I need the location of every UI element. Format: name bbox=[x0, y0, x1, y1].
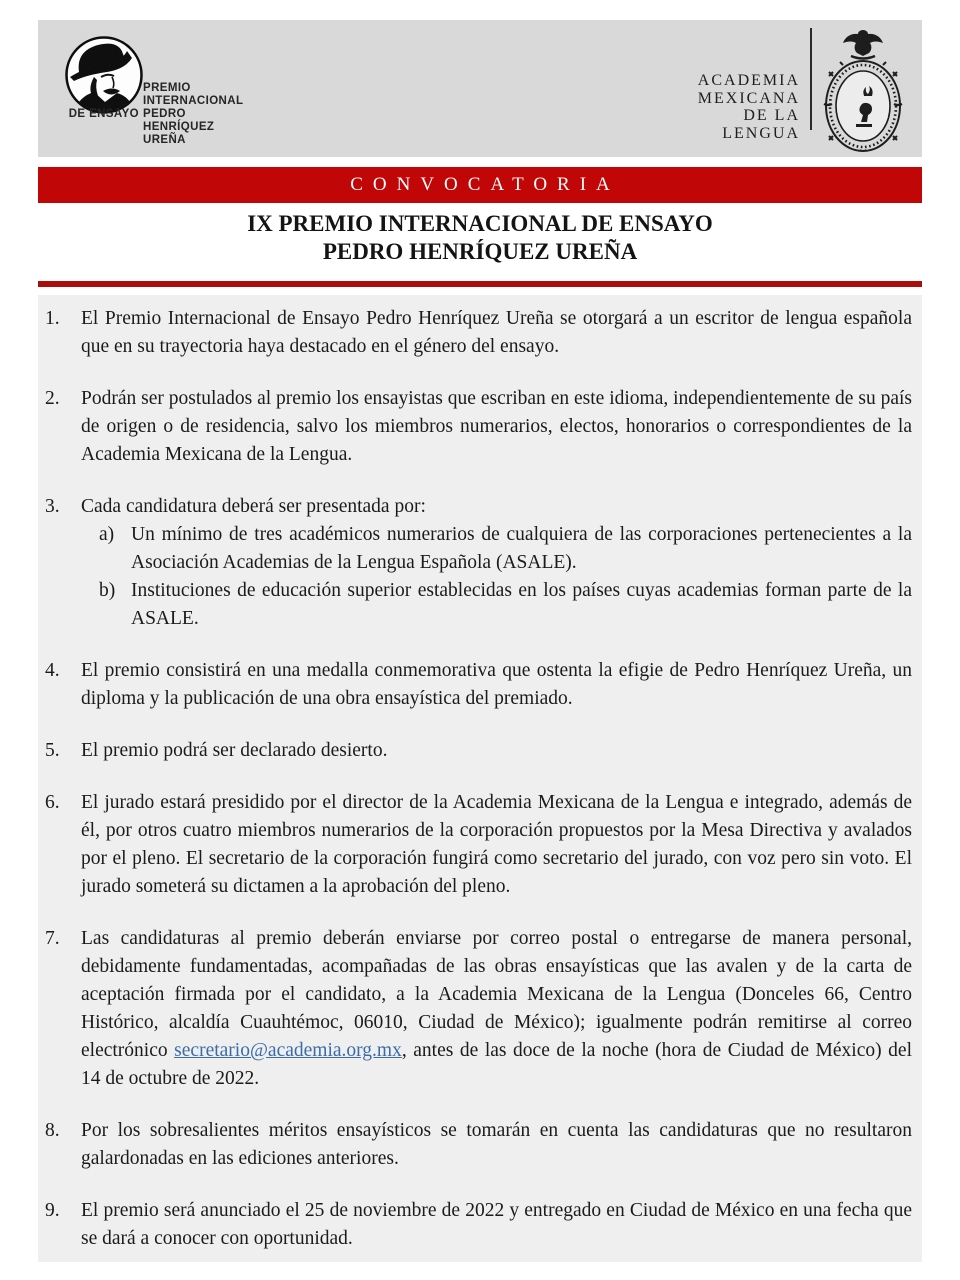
sub-item-label: a) bbox=[99, 524, 115, 545]
logo-line: DE ENSAYO PEDRO bbox=[68, 108, 186, 120]
item-number: 8. bbox=[45, 1120, 60, 1141]
document-header bbox=[38, 20, 922, 157]
item-number: 9. bbox=[45, 1200, 60, 1221]
rule-item-1 bbox=[45, 305, 912, 361]
item-number: 6. bbox=[45, 792, 60, 813]
item-number: 5. bbox=[45, 740, 60, 761]
item-text: El Premio Internacional de Ensayo Pedro Henríquez Ureña se otorgará a un escritor de lengua española que en su trayectoria haya destacado en el género del ensayo. bbox=[81, 308, 912, 357]
rule-item-3 bbox=[45, 493, 912, 633]
rules-list bbox=[38, 295, 922, 1262]
logo-line: PREMIO bbox=[143, 82, 191, 94]
rule-item-9 bbox=[45, 1197, 912, 1253]
page-title bbox=[38, 210, 922, 266]
item-text: Podrán ser postulados al premio los ensayistas que escriban en este idioma, independientemente de su país de origen o de residencia, salvo los miembros numerarios, electos, honorarios o correspondientes de la Academia Mexicana de la Lengua. bbox=[81, 388, 912, 465]
title-rule bbox=[38, 281, 922, 287]
rule-item-5 bbox=[45, 737, 912, 765]
item-text: El premio podrá ser declarado desierto. bbox=[81, 740, 388, 761]
convocatoria-banner-label: CONVOCATORIA bbox=[350, 174, 620, 195]
premio-logo-wordmark bbox=[68, 82, 244, 147]
item-text-before: Las candidaturas al premio deberán enviarse por correo postal o entregarse de manera personal, debidamente fundamentadas, acompañadas de las obras ensayísticas que las avalen y de la carta de aceptación firmada por el candidato, a la Academia Mexicana de la Lengua (Donceles 66, Centro Histórico, alcaldía Cuauhtémoc, 06010, Ciudad de México); igualmente podrán remitirse al correo electrónico bbox=[81, 928, 912, 1061]
item-text: El jurado estará presidido por el director de la Academia Mexicana de la Lengua e integrado, además de él, por otros cuatro miembros numerarios de la corporación propuestos por la Mesa Directiva y avalados por el pleno. El secretario de la corporación fungirá como secretario del jurado, con voz pero sin voto. El jurado someterá su dictamen a la aprobación del pleno. bbox=[81, 792, 912, 897]
email-link[interactable]: secretario@academia.org.mx bbox=[174, 1040, 402, 1061]
rule-item-4 bbox=[45, 657, 912, 713]
academy-name: ACADEMIA MEXICANA DE LA LENGUA bbox=[697, 72, 800, 142]
logo-line: HENRÍQUEZ bbox=[143, 121, 215, 133]
item-text: Por los sobresalientes méritos ensayísticos se tomarán en cuenta las candidaturas que no resultaron galardonadas en las ediciones anteriores. bbox=[81, 1120, 912, 1169]
page-title-line1: IX PREMIO INTERNACIONAL DE ENSAYO bbox=[247, 211, 713, 236]
logo-line: UREÑA bbox=[143, 134, 186, 146]
rule-item-6 bbox=[45, 789, 912, 901]
aml-seal-icon bbox=[820, 26, 906, 154]
item-number: 2. bbox=[45, 388, 60, 409]
item-text: Cada candidatura deberá ser presentada por: bbox=[81, 496, 426, 517]
sub-item-a bbox=[99, 521, 912, 577]
item-number: 7. bbox=[45, 928, 60, 949]
logo-line-hang: DE ENSAYO bbox=[68, 108, 139, 120]
item-text-after: , antes de las doce de la noche (hora de Ciudad de México) del 14 de octubre de 2022. bbox=[81, 1040, 912, 1089]
pedro-henriquez-urena-portrait-icon bbox=[64, 35, 144, 115]
rule-item-7 bbox=[45, 925, 912, 1093]
logo-line: INTERNACIONAL bbox=[143, 95, 244, 107]
sub-item-label: b) bbox=[99, 580, 116, 601]
item-number: 3. bbox=[45, 496, 60, 517]
rule-item-8 bbox=[45, 1117, 912, 1173]
sub-item-text: Un mínimo de tres académicos numerarios de cualquiera de las corporaciones pertenecientes a la Asociación Academias de la Lengua Española (ASALE). bbox=[131, 524, 912, 573]
convocatoria-banner bbox=[38, 167, 922, 203]
sub-item-b bbox=[99, 577, 912, 633]
item-number: 1. bbox=[45, 308, 60, 329]
rule-item-2 bbox=[45, 385, 912, 469]
item-text: El premio será anunciado el 25 de noviembre de 2022 y entregado en Ciudad de México en una fecha que se dará a conocer con oportunidad. bbox=[81, 1200, 912, 1249]
item-number: 4. bbox=[45, 660, 60, 681]
page-title-line2: PEDRO HENRÍQUEZ UREÑA bbox=[322, 239, 638, 264]
item-text bbox=[81, 925, 912, 1093]
item-text: El premio consistirá en una medalla conmemorativa que ostenta la efigie de Pedro Henríquez Ureña, un diploma y la publicación de una obra ensayística del premiado. bbox=[81, 660, 912, 709]
header-divider bbox=[810, 28, 812, 130]
sub-item-text: Instituciones de educación superior establecidas en los países cuyas academias forman parte de la ASALE. bbox=[131, 580, 912, 629]
